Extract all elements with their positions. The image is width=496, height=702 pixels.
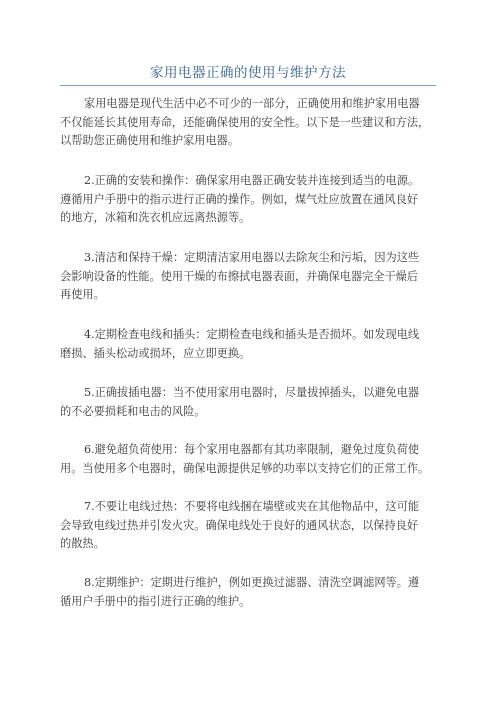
title-divider [60, 85, 436, 86]
paragraph-item-7 [60, 498, 444, 554]
paragraph-item-4 [60, 326, 444, 363]
paragraph-line: 4.定期检查电线和插头：定期检查电线和插头是否损坏。如发现电线 [84, 328, 420, 341]
paragraph-line: 不仅能延长其使用寿命，还能确保使用的安全性。以下是一些建议和方法， [60, 115, 430, 129]
paragraph-line: 2.正确的安装和操作：确保家用电器正确安装并连接到适当的电源。 [84, 174, 420, 187]
paragraph-line: 以帮助您正确使用和维护家用电器。 [60, 134, 240, 147]
paragraph-line: 3.清洁和保持干燥：定期清洁家用电器以去除灰尘和污垢，因为这些 [84, 251, 420, 264]
paragraph-item-2 [60, 172, 444, 228]
paragraph-line: 8.定期维护：定期进行维护，例如更换过滤器、清洗空调滤网等。遵 [84, 576, 420, 589]
paragraph-item-8 [60, 574, 444, 611]
paragraph-line: 6.避免超负荷使用：每个家用电器都有其功率限制，避免过度负荷使 [84, 443, 420, 456]
paragraph-line: 循用户手册中的指引进行正确的维护。 [60, 594, 251, 608]
paragraph-line: 用。当使用多个电器时，确保电源提供足够的功率以支持它们的正常工作。 [60, 461, 430, 475]
paragraph-line: 遵循用户手册中的指示进行正确的操作。例如，煤气灶应放置在通风良好 [60, 192, 419, 206]
paragraph-item-5 [60, 384, 444, 421]
paragraph-line: 7.不要让电线过热：不要将电线捆在墙壁或夹在其他物品中，这可能 [84, 500, 420, 513]
paragraph-line: 磨损、插头松动或损坏，应立即更换。 [60, 346, 251, 360]
paragraph-line: 家用电器是现代生活中必不可少的一部分，正确使用和维护家用电器 [84, 97, 420, 110]
paragraph-line: 的地方，冰箱和洗衣机应远离热源等。 [60, 211, 251, 224]
paragraph-line: 的散热。 [60, 537, 105, 550]
document-title: 家用电器正确的使用与维护方法 [150, 65, 346, 81]
paragraph-line: 再使用。 [60, 288, 105, 301]
paragraph-intro [60, 95, 444, 151]
paragraph-line: 会影响设备的性能。使用干燥的布擦拭电器表面，并确保电器完全干燥后 [60, 269, 419, 283]
paragraph-line: 5.正确拔插电器：当不使用家用电器时，尽量拔掉插头，以避免电器 [84, 386, 420, 399]
paragraph-line: 的不必要损耗和电击的风险。 [60, 404, 206, 418]
paragraph-line: 会导致电线过热并引发火灾。确保电线处于良好的通风状态，以保持良好 [60, 518, 419, 532]
paragraph-item-6 [60, 441, 444, 478]
paragraph-item-3 [60, 249, 444, 305]
